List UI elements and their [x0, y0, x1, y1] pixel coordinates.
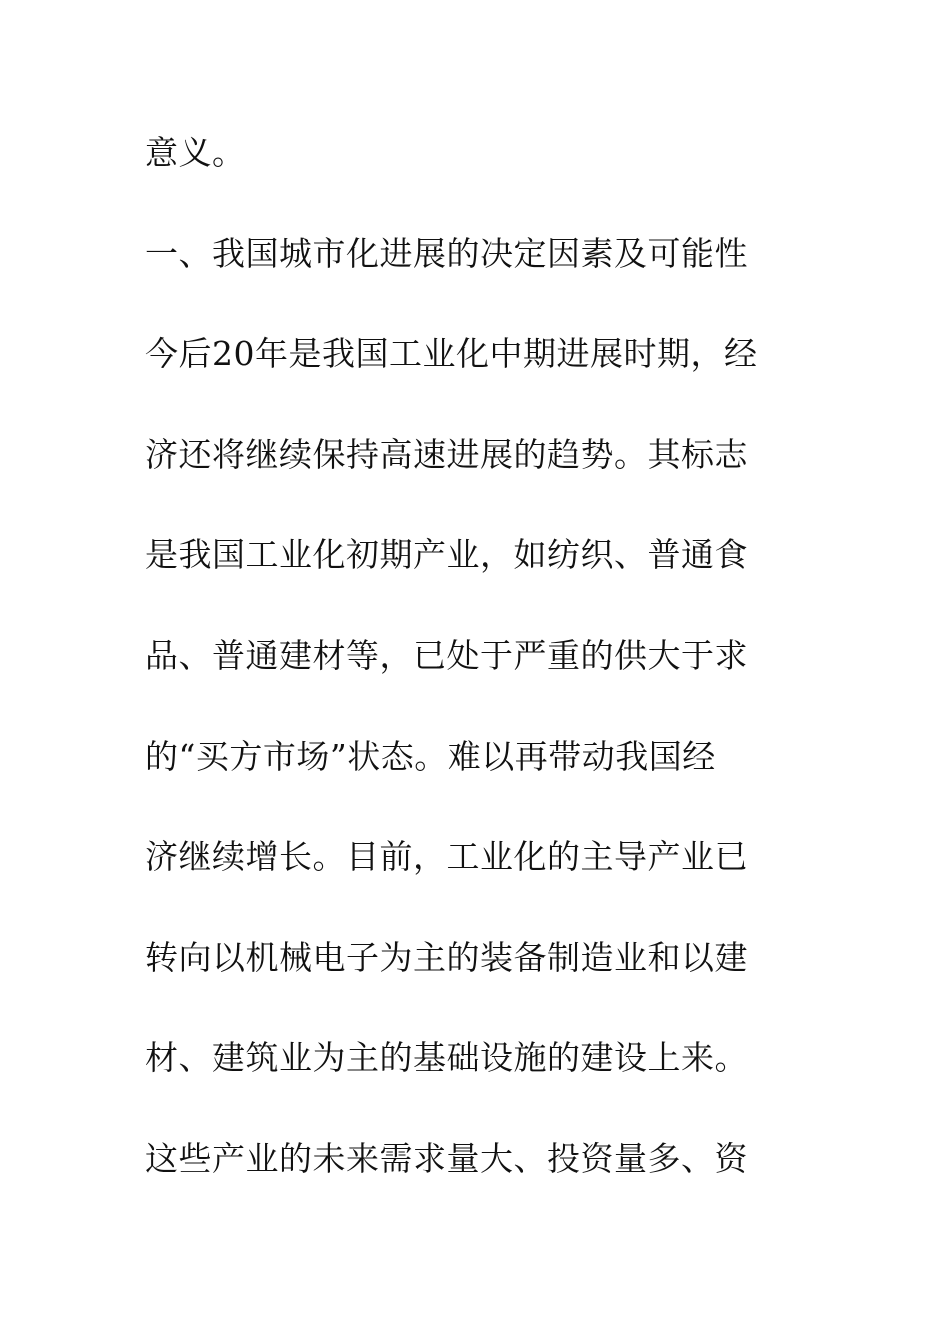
- text-line: 这些产业的未来需求量大、投资量多、资: [145, 1138, 748, 1178]
- text-line: 济继续增长。目前，工业化的主导产业已: [145, 837, 748, 877]
- text-line: 转向以机械电子为主的装备制造业和以建: [145, 937, 748, 977]
- text-line: 品、普通建材等，已处于严重的供大于求: [145, 635, 748, 675]
- text-line: 材、建筑业为主的基础设施的建设上来。: [145, 1038, 748, 1078]
- body-text: [145, 123, 825, 1230]
- section-heading: 一、我国城市化进展的决定因素及可能性: [145, 233, 748, 273]
- text-line: 是我国工业化初期产业，如纺织、普通食: [145, 535, 748, 575]
- text-line: 意义。: [145, 133, 246, 172]
- text-line: 济还将继续保持高速进展的趋势。其标志: [145, 434, 748, 474]
- text-line: 今后20年是我国工业化中期进展时期，经: [145, 334, 758, 374]
- text-line: 的“买方市场”状态。难以再带动我国经: [145, 736, 716, 776]
